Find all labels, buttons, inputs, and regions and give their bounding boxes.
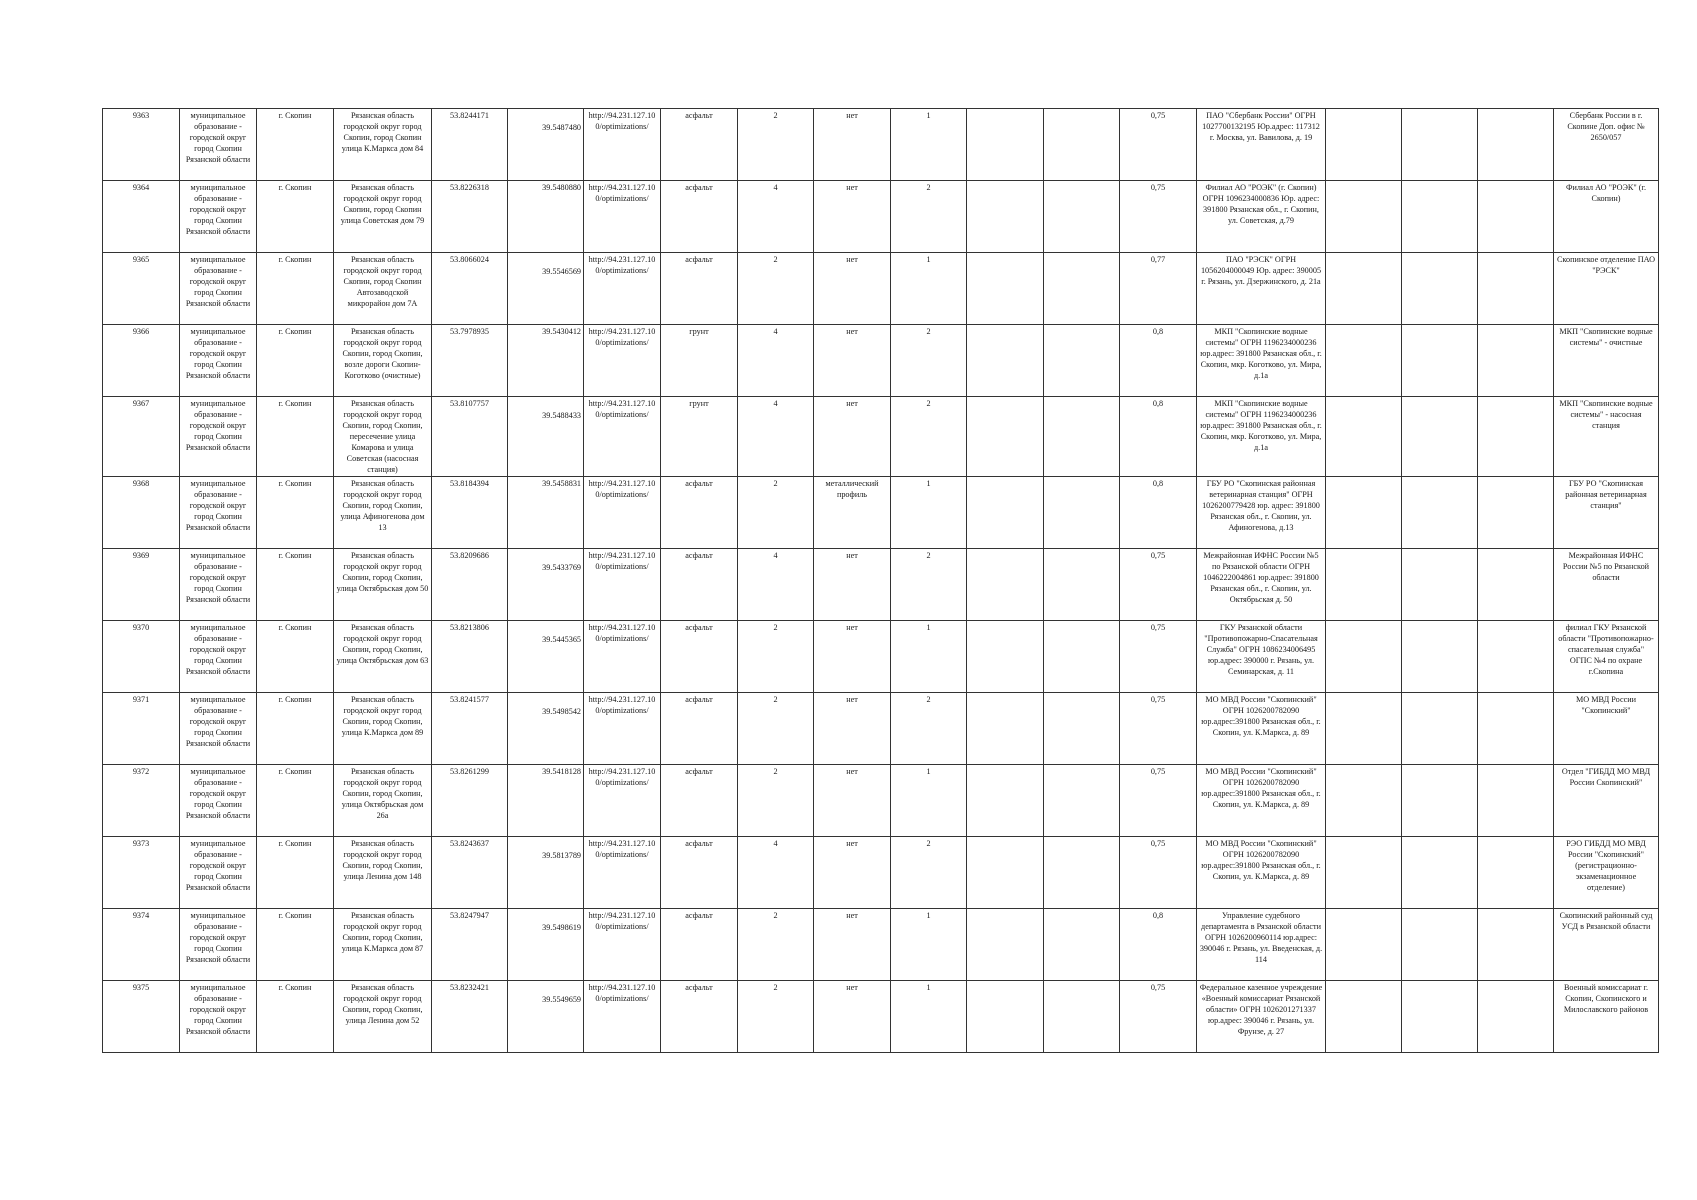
- latitude-cell: 53.8066024: [432, 253, 508, 325]
- longitude-value: 39.5549659: [542, 995, 581, 1004]
- table-row: [103, 981, 1659, 1053]
- fence-cell: нет: [814, 397, 891, 477]
- latitude-cell: 53.8244171: [432, 109, 508, 181]
- owner-cell: Федеральное казенное учреждение «Военный комиссариат Рязанской области» ОГРН 1026201271337 юр.адрес: 390046 г. Рязань, ул. Фрунзе, д. 27: [1197, 981, 1326, 1053]
- area-cell: 4: [738, 325, 814, 397]
- table-row: [103, 325, 1659, 397]
- empty-cell-17: [1402, 765, 1478, 837]
- area-cell: 2: [738, 253, 814, 325]
- address-cell: Рязанская область городской округ город Скопин, город Скопин, улица Ленина дом 148: [334, 837, 432, 909]
- empty-cell-16: [1326, 477, 1402, 549]
- url-cell: http://94.231.127.10 0/optimizations/: [584, 397, 661, 477]
- waste-source-cell: МКП "Скопинские водные системы" - очистные: [1554, 325, 1659, 397]
- municipality-cell: муниципальное образование - городской округ город Скопин Рязанской области: [180, 181, 257, 253]
- url-cell: http://94.231.127.10 0/optimizations/: [584, 693, 661, 765]
- container-volume-cell: 0,8: [1120, 477, 1197, 549]
- empty-cell-18: [1478, 181, 1554, 253]
- city-cell: г. Скопин: [257, 397, 334, 477]
- fence-cell: нет: [814, 765, 891, 837]
- waste-source-cell: Межрайонная ИФНС России №5 по Рязанской области: [1554, 549, 1659, 621]
- fence-cell: нет: [814, 181, 891, 253]
- surface-type-cell: асфальт: [661, 765, 738, 837]
- empty-cell-16: [1326, 181, 1402, 253]
- latitude-cell: 53.7978935: [432, 325, 508, 397]
- empty-cell-18: [1478, 253, 1554, 325]
- empty-cell-16: [1326, 397, 1402, 477]
- fence-cell: нет: [814, 549, 891, 621]
- containers-count-cell: 2: [891, 325, 967, 397]
- surface-type-cell: грунт: [661, 397, 738, 477]
- container-volume-cell: 0,75: [1120, 549, 1197, 621]
- table-row: [103, 109, 1659, 181]
- fence-cell: нет: [814, 981, 891, 1053]
- address-cell: Рязанская область городской округ город Скопин, город Скопин Автозаводской микрорайон дом 7А: [334, 253, 432, 325]
- longitude-value: 39.5480880: [542, 183, 581, 192]
- owner-cell: ПАО "Сбербанк России" ОГРН 1027700132195 Юр.адрес: 117312 г. Москва, ул. Вавилова, д. 19: [1197, 109, 1326, 181]
- table-row: [103, 397, 1659, 477]
- empty-cell-17: [1402, 909, 1478, 981]
- longitude-value: 39.5546569: [542, 267, 581, 276]
- empty-cell-16: [1326, 909, 1402, 981]
- empty-cell-18: [1478, 765, 1554, 837]
- container-volume-cell: 0,75: [1120, 621, 1197, 693]
- empty-cell-17: [1402, 477, 1478, 549]
- registry-body: [103, 109, 1659, 1053]
- empty-cell-12: [967, 253, 1044, 325]
- empty-cell-17: [1402, 981, 1478, 1053]
- containers-count-cell: 1: [891, 909, 967, 981]
- url-cell: http://94.231.127.10 0/optimizations/: [584, 549, 661, 621]
- record-id-cell: 9364: [103, 181, 180, 253]
- address-cell: Рязанская область городской округ город Скопин, город Скопин, улица Октябрьская дом 50: [334, 549, 432, 621]
- empty-cell-13: [1044, 181, 1120, 253]
- container-volume-cell: 0,77: [1120, 253, 1197, 325]
- record-id-cell: 9374: [103, 909, 180, 981]
- waste-source-cell: Военный комиссариат г. Скопин, Скопинского и Милославского районов: [1554, 981, 1659, 1053]
- record-id-cell: 9370: [103, 621, 180, 693]
- address-cell: Рязанская область городской округ город Скопин, город Скопин, улица Афиногенова дом 13: [334, 477, 432, 549]
- container-volume-cell: 0,8: [1120, 397, 1197, 477]
- empty-cell-18: [1478, 981, 1554, 1053]
- address-cell: Рязанская область городской округ город Скопин, город Скопин, пересечение улица Комарова и улица Советская (насосная станция): [334, 397, 432, 477]
- url-cell: http://94.231.127.10 0/optimizations/: [584, 909, 661, 981]
- waste-source-cell: МО МВД России "Скопинский": [1554, 693, 1659, 765]
- waste-source-cell: МКП "Скопинские водные системы" - насосная станция: [1554, 397, 1659, 477]
- fence-cell: нет: [814, 837, 891, 909]
- empty-cell-12: [967, 109, 1044, 181]
- containers-count-cell: 1: [891, 765, 967, 837]
- fence-cell: нет: [814, 621, 891, 693]
- empty-cell-16: [1326, 549, 1402, 621]
- empty-cell-16: [1326, 765, 1402, 837]
- address-cell: Рязанская область городской округ город Скопин, город Скопин, улица Октябрьская дом 63: [334, 621, 432, 693]
- municipality-cell: муниципальное образование - городской округ город Скопин Рязанской области: [180, 253, 257, 325]
- longitude-value: 39.5445365: [542, 635, 581, 644]
- container-volume-cell: 0,75: [1120, 981, 1197, 1053]
- longitude-cell: [508, 397, 584, 477]
- latitude-cell: 53.8226318: [432, 181, 508, 253]
- municipality-cell: муниципальное образование - городской округ город Скопин Рязанской области: [180, 621, 257, 693]
- area-cell: 4: [738, 837, 814, 909]
- containers-count-cell: 1: [891, 253, 967, 325]
- longitude-value: 39.5498542: [542, 707, 581, 716]
- city-cell: г. Скопин: [257, 693, 334, 765]
- empty-cell-16: [1326, 837, 1402, 909]
- owner-cell: МКП "Скопинские водные системы" ОГРН 1196234000236 юр.адрес: 391800 Рязанская обл., г. Скопин, мкр. Коготково, ул. Мира, д.1а: [1197, 325, 1326, 397]
- owner-cell: ГБУ РО "Скопинская районная ветеринарная станция" ОГРН 1026200779428 юр. адрес: 391800 Рязанская обл., г. Скопин, ул. Афиногенова, д.13: [1197, 477, 1326, 549]
- latitude-cell: 53.8232421: [432, 981, 508, 1053]
- empty-cell-13: [1044, 981, 1120, 1053]
- table-row: [103, 549, 1659, 621]
- containers-count-cell: 1: [891, 477, 967, 549]
- owner-cell: Межрайонная ИФНС России №5 по Рязанской области ОГРН 1046222004861 юр.адрес: 391800 Рязанская обл., г. Скопин, ул. Октябрьская д. 50: [1197, 549, 1326, 621]
- containers-count-cell: 1: [891, 109, 967, 181]
- longitude-value: 39.5430412: [542, 327, 581, 336]
- latitude-cell: 53.8184394: [432, 477, 508, 549]
- latitude-cell: 53.8209686: [432, 549, 508, 621]
- owner-cell: ПАО "РЭСК" ОГРН 1056204000049 Юр. адрес: 390005 г. Рязань, ул. Дзержинского, д. 21а: [1197, 253, 1326, 325]
- record-id-cell: 9372: [103, 765, 180, 837]
- empty-cell-12: [967, 765, 1044, 837]
- area-cell: 4: [738, 181, 814, 253]
- area-cell: 4: [738, 397, 814, 477]
- fence-cell: нет: [814, 253, 891, 325]
- fence-cell: нет: [814, 909, 891, 981]
- surface-type-cell: асфальт: [661, 549, 738, 621]
- empty-cell-13: [1044, 253, 1120, 325]
- container-volume-cell: 0,75: [1120, 837, 1197, 909]
- empty-cell-12: [967, 837, 1044, 909]
- waste-source-cell: ГБУ РО "Скопинская районная ветеринарная станция": [1554, 477, 1659, 549]
- empty-cell-17: [1402, 397, 1478, 477]
- container-volume-cell: 0,75: [1120, 693, 1197, 765]
- city-cell: г. Скопин: [257, 909, 334, 981]
- empty-cell-12: [967, 549, 1044, 621]
- empty-cell-12: [967, 325, 1044, 397]
- city-cell: г. Скопин: [257, 181, 334, 253]
- containers-count-cell: 2: [891, 549, 967, 621]
- surface-type-cell: асфальт: [661, 109, 738, 181]
- record-id-cell: 9371: [103, 693, 180, 765]
- longitude-cell: [508, 181, 584, 253]
- municipality-cell: муниципальное образование - городской округ город Скопин Рязанской области: [180, 837, 257, 909]
- fence-cell: нет: [814, 109, 891, 181]
- container-volume-cell: 0,75: [1120, 181, 1197, 253]
- empty-cell-12: [967, 397, 1044, 477]
- area-cell: 2: [738, 693, 814, 765]
- surface-type-cell: асфальт: [661, 253, 738, 325]
- city-cell: г. Скопин: [257, 325, 334, 397]
- area-cell: 2: [738, 109, 814, 181]
- container-volume-cell: 0,8: [1120, 325, 1197, 397]
- registry-table: [102, 108, 1659, 1053]
- record-id-cell: 9375: [103, 981, 180, 1053]
- area-cell: 2: [738, 909, 814, 981]
- empty-cell-12: [967, 621, 1044, 693]
- municipality-cell: муниципальное образование - городской округ город Скопин Рязанской области: [180, 693, 257, 765]
- municipality-cell: муниципальное образование - городской округ город Скопин Рязанской области: [180, 549, 257, 621]
- empty-cell-13: [1044, 621, 1120, 693]
- url-cell: http://94.231.127.10 0/optimizations/: [584, 253, 661, 325]
- area-cell: 4: [738, 549, 814, 621]
- longitude-cell: [508, 477, 584, 549]
- longitude-value: 39.5488433: [542, 411, 581, 420]
- surface-type-cell: асфальт: [661, 621, 738, 693]
- table-row: [103, 765, 1659, 837]
- longitude-cell: [508, 549, 584, 621]
- container-volume-cell: 0,75: [1120, 765, 1197, 837]
- url-cell: http://94.231.127.10 0/optimizations/: [584, 981, 661, 1053]
- table-row: [103, 621, 1659, 693]
- url-cell: http://94.231.127.10 0/optimizations/: [584, 765, 661, 837]
- url-cell: http://94.231.127.10 0/optimizations/: [584, 837, 661, 909]
- latitude-cell: 53.8247947: [432, 909, 508, 981]
- record-id-cell: 9369: [103, 549, 180, 621]
- empty-cell-13: [1044, 109, 1120, 181]
- containers-count-cell: 2: [891, 837, 967, 909]
- empty-cell-16: [1326, 621, 1402, 693]
- address-cell: Рязанская область городской округ город Скопин, город Скопин улица Советская дом 79: [334, 181, 432, 253]
- city-cell: г. Скопин: [257, 621, 334, 693]
- surface-type-cell: асфальт: [661, 837, 738, 909]
- waste-source-cell: Отдел "ГИБДД МО МВД России Скопинский": [1554, 765, 1659, 837]
- empty-cell-18: [1478, 693, 1554, 765]
- fence-cell: нет: [814, 325, 891, 397]
- longitude-value: 39.5458831: [542, 479, 581, 488]
- container-volume-cell: 0,8: [1120, 909, 1197, 981]
- area-cell: 2: [738, 765, 814, 837]
- waste-source-cell: филиал ГКУ Рязанской области "Противопожарно-спасательная служба" ОГПС №4 по охране г.Скопина: [1554, 621, 1659, 693]
- empty-cell-12: [967, 181, 1044, 253]
- surface-type-cell: асфальт: [661, 181, 738, 253]
- container-volume-cell: 0,75: [1120, 109, 1197, 181]
- municipality-cell: муниципальное образование - городской округ город Скопин Рязанской области: [180, 765, 257, 837]
- url-cell: http://94.231.127.10 0/optimizations/: [584, 109, 661, 181]
- longitude-cell: [508, 253, 584, 325]
- empty-cell-16: [1326, 253, 1402, 325]
- empty-cell-18: [1478, 397, 1554, 477]
- containers-count-cell: 1: [891, 981, 967, 1053]
- owner-cell: МО МВД России "Скопинский" ОГРН 1026200782090 юр.адрес:391800 Рязанская обл., г. Скопин, ул. К.Маркса, д. 89: [1197, 837, 1326, 909]
- longitude-cell: [508, 981, 584, 1053]
- address-cell: Рязанская область городской округ город Скопин, город Скопин, возле дороги Скопин-Коготково (очистные): [334, 325, 432, 397]
- table-row: [103, 477, 1659, 549]
- table-row: [103, 837, 1659, 909]
- table-row: [103, 181, 1659, 253]
- waste-source-cell: Скопинский районный суд УСД в Рязанской области: [1554, 909, 1659, 981]
- municipality-cell: муниципальное образование - городской округ город Скопин Рязанской области: [180, 109, 257, 181]
- empty-cell-17: [1402, 181, 1478, 253]
- empty-cell-13: [1044, 477, 1120, 549]
- longitude-cell: [508, 693, 584, 765]
- empty-cell-18: [1478, 477, 1554, 549]
- empty-cell-17: [1402, 837, 1478, 909]
- longitude-value: 39.5813789: [542, 851, 581, 860]
- url-cell: http://94.231.127.10 0/optimizations/: [584, 477, 661, 549]
- empty-cell-18: [1478, 909, 1554, 981]
- empty-cell-17: [1402, 253, 1478, 325]
- longitude-value: 39.5487480: [542, 123, 581, 132]
- municipality-cell: муниципальное образование - городской округ город Скопин Рязанской области: [180, 981, 257, 1053]
- owner-cell: Филиал АО "РОЭК" (г. Скопин) ОГРН 1096234000836 Юр. адрес: 391800 Рязанская обл., г. Скопин, ул. Советская, д.79: [1197, 181, 1326, 253]
- longitude-value: 39.5433769: [542, 563, 581, 572]
- record-id-cell: 9373: [103, 837, 180, 909]
- waste-source-cell: Скопинское отделение ПАО "РЭСК": [1554, 253, 1659, 325]
- surface-type-cell: асфальт: [661, 909, 738, 981]
- url-cell: http://94.231.127.10 0/optimizations/: [584, 621, 661, 693]
- record-id-cell: 9367: [103, 397, 180, 477]
- city-cell: г. Скопин: [257, 837, 334, 909]
- owner-cell: МО МВД России "Скопинский" ОГРН 1026200782090 юр.адрес:391800 Рязанская обл., г. Скопин, ул. К.Маркса, д. 89: [1197, 765, 1326, 837]
- table-row: [103, 693, 1659, 765]
- empty-cell-16: [1326, 325, 1402, 397]
- empty-cell-13: [1044, 549, 1120, 621]
- waste-source-cell: Сбербанк России в г. Скопине Доп. офис № 2650/057: [1554, 109, 1659, 181]
- municipality-cell: муниципальное образование - городской округ город Скопин Рязанской области: [180, 325, 257, 397]
- table-row: [103, 253, 1659, 325]
- latitude-cell: 53.8107757: [432, 397, 508, 477]
- fence-cell: нет: [814, 693, 891, 765]
- empty-cell-16: [1326, 109, 1402, 181]
- containers-count-cell: 2: [891, 693, 967, 765]
- waste-source-cell: РЭО ГИБДД МО МВД России "Скопинский" (регистрационно-экзаменационное отделение): [1554, 837, 1659, 909]
- empty-cell-16: [1326, 693, 1402, 765]
- empty-cell-18: [1478, 109, 1554, 181]
- empty-cell-13: [1044, 837, 1120, 909]
- empty-cell-13: [1044, 397, 1120, 477]
- empty-cell-18: [1478, 621, 1554, 693]
- latitude-cell: 53.8213806: [432, 621, 508, 693]
- address-cell: Рязанская область городской округ город Скопин, город Скопин, улица Ленина дом 52: [334, 981, 432, 1053]
- owner-cell: ГКУ Рязанской области "Противопожарно-Спасательная Служба" ОГРН 1086234006495 юр.адрес: 390000 г. Рязань, ул. Семинарская, д. 11: [1197, 621, 1326, 693]
- empty-cell-12: [967, 693, 1044, 765]
- owner-cell: Управление судебного департамента в Рязанской области ОГРН 1026200960114 юр.адрес: 390046 г. Рязань, ул. Введенская, д. 114: [1197, 909, 1326, 981]
- table-row: [103, 909, 1659, 981]
- url-cell: http://94.231.127.10 0/optimizations/: [584, 325, 661, 397]
- empty-cell-13: [1044, 765, 1120, 837]
- municipality-cell: муниципальное образование - городской округ город Скопин Рязанской области: [180, 909, 257, 981]
- empty-cell-13: [1044, 325, 1120, 397]
- containers-count-cell: 2: [891, 181, 967, 253]
- longitude-cell: [508, 109, 584, 181]
- empty-cell-17: [1402, 621, 1478, 693]
- waste-source-cell: Филиал АО "РОЭК" (г. Скопин): [1554, 181, 1659, 253]
- city-cell: г. Скопин: [257, 981, 334, 1053]
- latitude-cell: 53.8261299: [432, 765, 508, 837]
- empty-cell-17: [1402, 549, 1478, 621]
- area-cell: 2: [738, 477, 814, 549]
- longitude-cell: [508, 325, 584, 397]
- city-cell: г. Скопин: [257, 765, 334, 837]
- municipality-cell: муниципальное образование - городской округ город Скопин Рязанской области: [180, 477, 257, 549]
- empty-cell-18: [1478, 325, 1554, 397]
- surface-type-cell: асфальт: [661, 693, 738, 765]
- city-cell: г. Скопин: [257, 477, 334, 549]
- owner-cell: МКП "Скопинские водные системы" ОГРН 1196234000236 юр.адрес: 391800 Рязанская обл., г. Скопин, мкр. Коготково, ул. Мира, д.1а: [1197, 397, 1326, 477]
- surface-type-cell: асфальт: [661, 477, 738, 549]
- longitude-cell: [508, 765, 584, 837]
- url-cell: http://94.231.127.10 0/optimizations/: [584, 181, 661, 253]
- empty-cell-12: [967, 909, 1044, 981]
- longitude-value: 39.5498619: [542, 923, 581, 932]
- empty-cell-18: [1478, 549, 1554, 621]
- empty-cell-12: [967, 477, 1044, 549]
- longitude-cell: [508, 837, 584, 909]
- longitude-value: 39.5418128: [542, 767, 581, 776]
- longitude-cell: [508, 909, 584, 981]
- municipality-cell: муниципальное образование - городской округ город Скопин Рязанской области: [180, 397, 257, 477]
- address-cell: Рязанская область городской округ город Скопин, город Скопин, улица К.Маркса дом 89: [334, 693, 432, 765]
- empty-cell-17: [1402, 693, 1478, 765]
- owner-cell: МО МВД России "Скопинский" ОГРН 1026200782090 юр.адрес:391800 Рязанская обл., г. Скопин, ул. К.Маркса, д. 89: [1197, 693, 1326, 765]
- record-id-cell: 9366: [103, 325, 180, 397]
- containers-count-cell: 2: [891, 397, 967, 477]
- surface-type-cell: грунт: [661, 325, 738, 397]
- area-cell: 2: [738, 621, 814, 693]
- empty-cell-12: [967, 981, 1044, 1053]
- address-cell: Рязанская область городской округ город Скопин, город Скопин, улица Октябрьская дом 26а: [334, 765, 432, 837]
- city-cell: г. Скопин: [257, 109, 334, 181]
- surface-type-cell: асфальт: [661, 981, 738, 1053]
- empty-cell-17: [1402, 325, 1478, 397]
- area-cell: 2: [738, 981, 814, 1053]
- latitude-cell: 53.8243637: [432, 837, 508, 909]
- record-id-cell: 9368: [103, 477, 180, 549]
- address-cell: Рязанская область городской округ город Скопин, город Скопин, улица К.Маркса дом 87: [334, 909, 432, 981]
- latitude-cell: 53.8241577: [432, 693, 508, 765]
- empty-cell-18: [1478, 837, 1554, 909]
- record-id-cell: 9365: [103, 253, 180, 325]
- empty-cell-13: [1044, 693, 1120, 765]
- containers-count-cell: 1: [891, 621, 967, 693]
- city-cell: г. Скопин: [257, 253, 334, 325]
- empty-cell-13: [1044, 909, 1120, 981]
- empty-cell-16: [1326, 981, 1402, 1053]
- address-cell: Рязанская область городской округ город Скопин, город Скопин улица К.Маркса дом 84: [334, 109, 432, 181]
- city-cell: г. Скопин: [257, 549, 334, 621]
- longitude-cell: [508, 621, 584, 693]
- empty-cell-17: [1402, 109, 1478, 181]
- record-id-cell: 9363: [103, 109, 180, 181]
- fence-cell: металлический профиль: [814, 477, 891, 549]
